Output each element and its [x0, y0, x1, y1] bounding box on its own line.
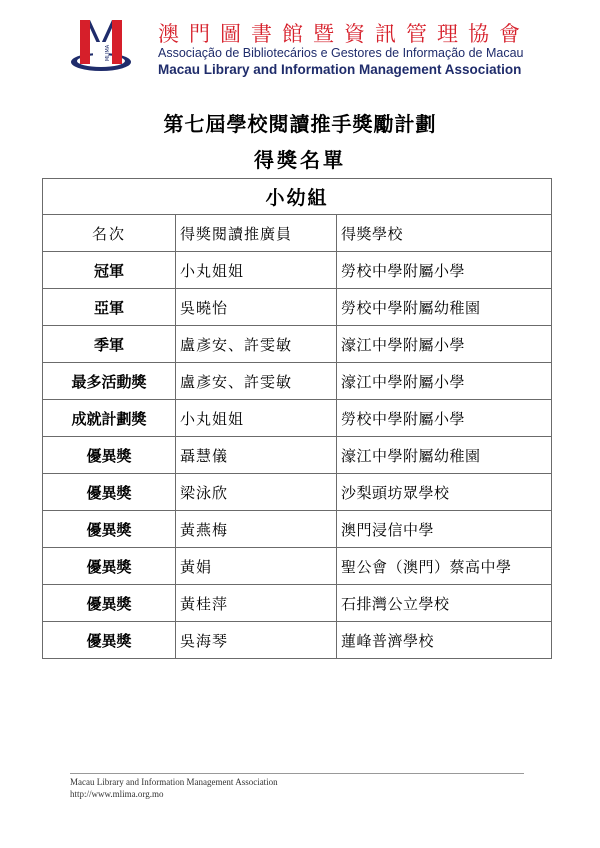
org-name-pt: Associação de Bibliotecários e Gestores de Informação de Macau: [158, 46, 524, 60]
school-cell: 勞校中學附屬小學: [337, 400, 552, 437]
rank-cell: 優異獎: [43, 511, 176, 548]
promoter-cell: 黃娟: [176, 548, 337, 585]
header-row: [43, 215, 552, 252]
promoter-cell: 盧彥安、許雯敏: [176, 326, 337, 363]
footer-org-name: Macau Library and Information Management Association: [70, 777, 278, 787]
promoter-cell: 聶慧儀: [176, 437, 337, 474]
document-title: 第七屆學校閱讀推手獎勵計劃: [163, 112, 437, 136]
table-row: [43, 511, 552, 548]
logo-text: MLIMA: [105, 44, 111, 62]
table-row: [43, 326, 552, 363]
promoter-cell: 梁泳欣: [176, 474, 337, 511]
rank-cell: 亞軍: [43, 289, 176, 326]
promoter-cell: 盧彥安、許雯敏: [176, 363, 337, 400]
footer-divider: [70, 773, 524, 774]
table-row: [43, 289, 552, 326]
school-cell: 濠江中學附屬幼稚園: [337, 437, 552, 474]
table-row: [43, 437, 552, 474]
footer-url[interactable]: http://www.mlima.org.mo: [70, 789, 164, 799]
table-row: [43, 400, 552, 437]
table-row: [43, 363, 552, 400]
promoter-cell: 吳曉怡: [176, 289, 337, 326]
awards-table: [42, 178, 552, 659]
table-row: [43, 548, 552, 585]
table-row: [43, 622, 552, 659]
column-header-school: 得獎學校: [337, 215, 552, 252]
rank-cell: 最多活動獎: [43, 363, 176, 400]
promoter-cell: 黃桂萍: [176, 585, 337, 622]
rank-cell: 優異獎: [43, 474, 176, 511]
org-name-zh: 澳門圖書館暨資訊管理協會: [158, 22, 530, 46]
school-cell: 勞校中學附屬幼稚園: [337, 289, 552, 326]
table-row: [43, 252, 552, 289]
rank-cell: 優異獎: [43, 622, 176, 659]
school-cell: 澳門浸信中學: [337, 511, 552, 548]
school-cell: 濠江中學附屬小學: [337, 363, 552, 400]
group-title: 小幼組: [43, 179, 552, 215]
school-cell: 石排灣公立學校: [337, 585, 552, 622]
rank-cell: 優異獎: [43, 548, 176, 585]
promoter-cell: 小丸姐姐: [176, 400, 337, 437]
table-row: [43, 474, 552, 511]
group-row: [43, 179, 552, 215]
table-row: [43, 585, 552, 622]
column-header-promoter: 得獎閱讀推廣員: [176, 215, 337, 252]
document-subtitle: 得獎名單: [254, 148, 346, 172]
promoter-cell: 小丸姐姐: [176, 252, 337, 289]
rank-cell: 季軍: [43, 326, 176, 363]
school-cell: 濠江中學附屬小學: [337, 326, 552, 363]
school-cell: 勞校中學附屬小學: [337, 252, 552, 289]
rank-cell: 成就計劃獎: [43, 400, 176, 437]
rank-cell: 優異獎: [43, 585, 176, 622]
school-cell: 聖公會（澳門）蔡高中學: [337, 548, 552, 585]
org-name-en: Macau Library and Information Management Association: [158, 62, 522, 77]
rank-cell: 優異獎: [43, 437, 176, 474]
school-cell: 蓮峰普濟學校: [337, 622, 552, 659]
promoter-cell: 吳海琴: [176, 622, 337, 659]
school-cell: 沙梨頭坊眾學校: [337, 474, 552, 511]
column-header-rank: 名次: [43, 215, 176, 252]
promoter-cell: 黃燕梅: [176, 511, 337, 548]
mlima-logo: [70, 14, 132, 76]
rank-cell: 冠軍: [43, 252, 176, 289]
